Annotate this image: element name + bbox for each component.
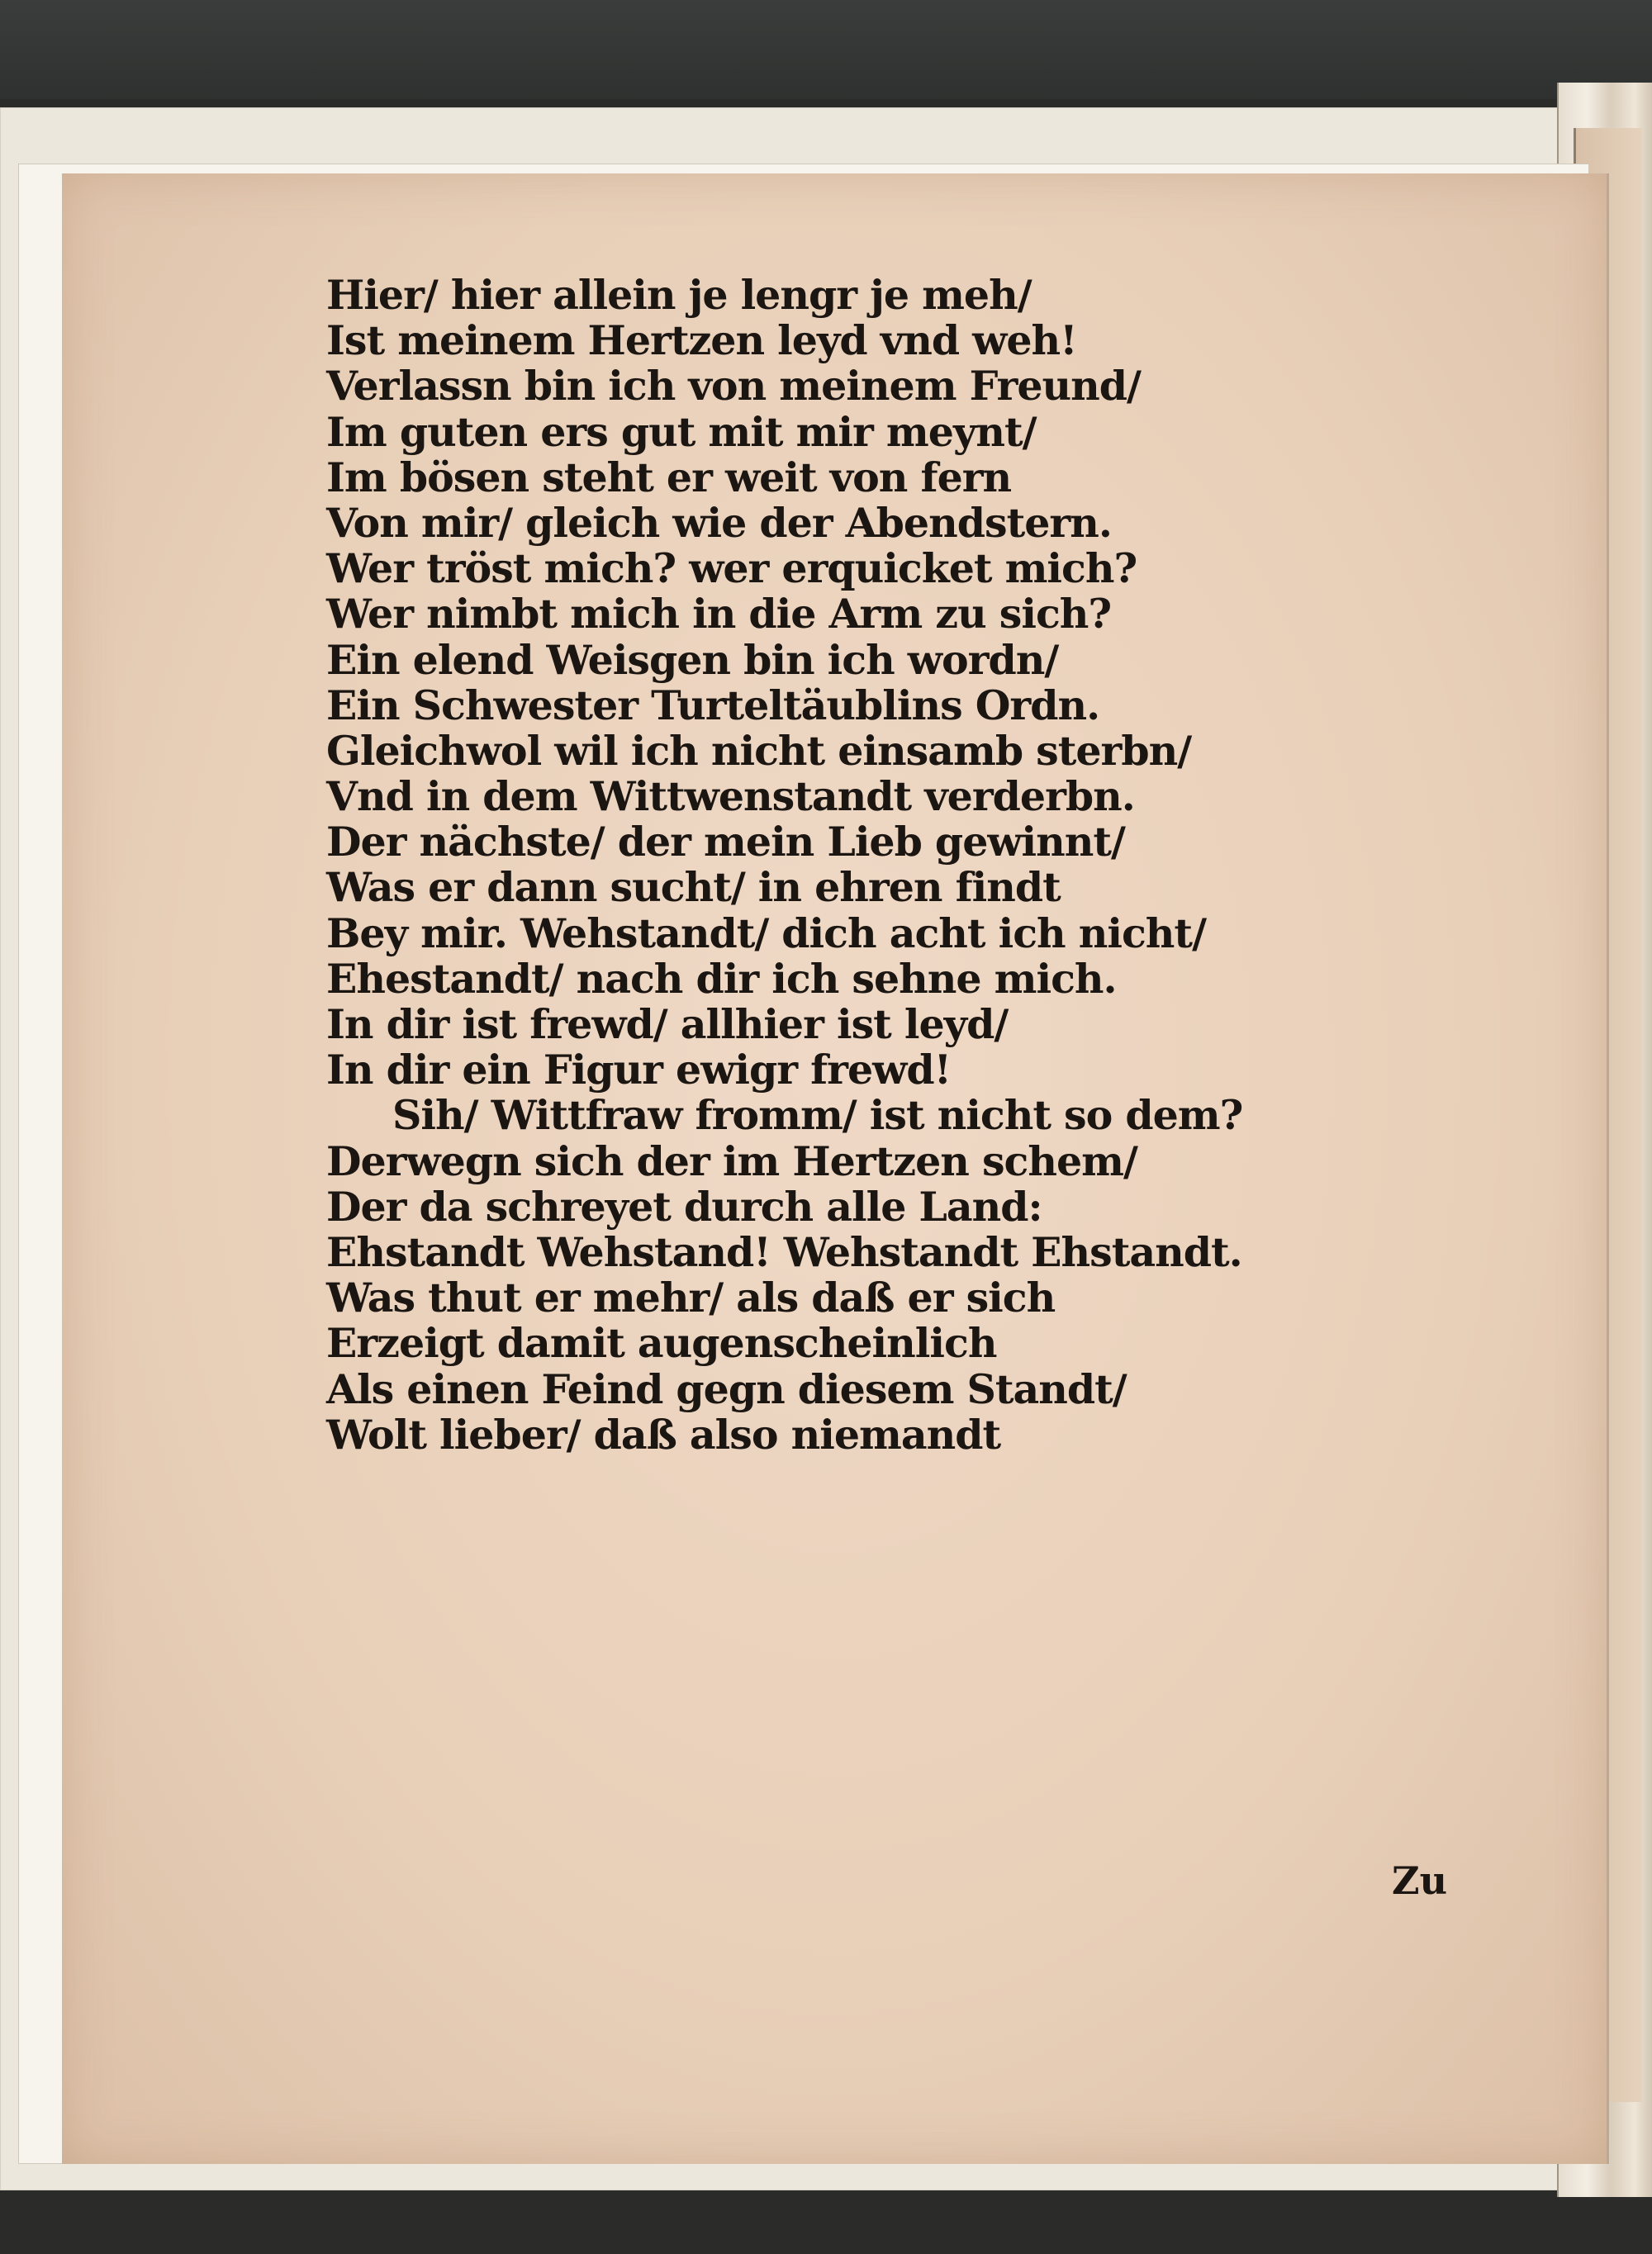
poem-line: Wer tröst mich? wer erquicket mich? (326, 544, 1137, 593)
poem-line: Der da schreyet durch alle Land: (326, 1182, 1042, 1231)
poem-line: In dir ein Figur ewigr frewd! (326, 1046, 952, 1094)
poem-line: Was er dann sucht/ in ehren findt (326, 863, 1061, 912)
poem-line: Ehestandt/ nach dir ich sehne mich. (326, 954, 1117, 1003)
poem-line: Was thut er mehr/ als daß er sich (326, 1274, 1056, 1322)
poem-line: Ein Schwester Turteltäublins Ordn. (326, 681, 1100, 729)
poem-line: Verlassn bin ich von meinem Freund/ (326, 362, 1141, 410)
poem-line: Wolt lieber/ daß also niemandt (326, 1410, 1001, 1459)
poem-line: Im bösen steht er weit von fern (326, 453, 1012, 501)
poem-line: Gleichwol wil ich nicht einsamb sterbn/ (326, 726, 1192, 775)
poem-line: Ehstandt Wehstand! Wehstandt Ehstandt. (326, 1227, 1242, 1276)
poem-line: In dir ist frewd/ allhier ist leyd/ (326, 1000, 1009, 1048)
poem-text (326, 273, 1276, 1458)
poem-line: Sih/ Wittfraw fromm/ ist nicht so dem? (392, 1091, 1243, 1140)
poem-line: Als einen Feind gegn diesem Standt/ (326, 1364, 1127, 1413)
poem-line: Im guten ers gut mit mir meynt/ (326, 407, 1037, 456)
poem-line: Erzeigt damit augenscheinlich (326, 1319, 997, 1368)
poem-line: Hier/ hier allein je lengr je meh/ (326, 271, 1032, 319)
scanner-background (0, 0, 1652, 99)
poem-line: Derwegn sich der im Hertzen schem/ (326, 1136, 1137, 1185)
catchword: Zu (1392, 1858, 1448, 1903)
poem-line: Ein elend Weisgen bin ich wordn/ (326, 635, 1059, 684)
poem-line: Bey mir. Wehstandt/ dich acht ich nicht/ (326, 909, 1206, 957)
poem-line: Von mir/ gleich wie der Abendstern. (326, 498, 1112, 547)
poem-line: Der nächste/ der mein Lieb gewinnt/ (326, 818, 1125, 866)
poem-line: Ist meinem Hertzen leyd vnd weh! (326, 316, 1077, 365)
poem-line: Vnd in dem Wittwenstandt verderbn. (326, 772, 1135, 821)
poem-line: Wer nimbt mich in die Arm zu sich? (326, 590, 1112, 638)
